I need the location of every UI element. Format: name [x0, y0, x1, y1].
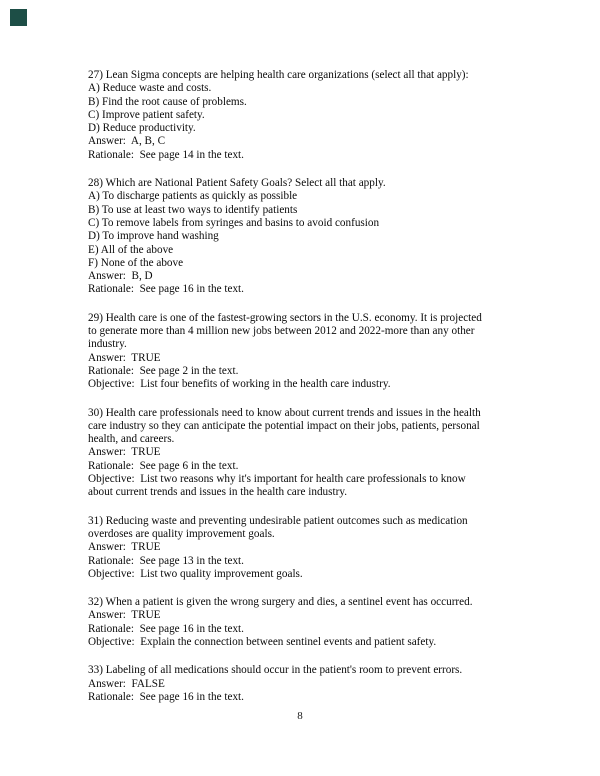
- question-line: Answer: B, D: [88, 270, 153, 283]
- question-line: B) To use at least two ways to identify patients: [88, 203, 298, 216]
- question-line: C) Improve patient safety.: [88, 108, 205, 121]
- questions-list: [88, 69, 528, 719]
- question-line: Objective: List two quality improvement goals.: [88, 567, 303, 580]
- question-line: Rationale: See page 13 in the text.: [88, 554, 244, 567]
- question-line: 33) Labeling of all medications should occur in the patient's room to prevent errors.: [88, 664, 463, 677]
- question-line: 28) Which are National Patient Safety Goals? Select all that apply.: [88, 177, 386, 190]
- question-line: D) To improve hand washing: [88, 230, 219, 243]
- question-block: [88, 664, 528, 704]
- question-line: to generate more than 4 million new jobs between 2012 and 2022-more than any other: [88, 325, 475, 338]
- question-line: E) All of the above: [88, 243, 174, 256]
- question-line: Answer: TRUE: [88, 446, 161, 459]
- question-line: B) Find the root cause of problems.: [88, 95, 247, 108]
- question-line: 30) Health care professionals need to know about current trends and issues in the health: [88, 406, 481, 419]
- question-line: Objective: Explain the connection between sentinel events and patient safety.: [88, 635, 437, 648]
- question-line: Rationale: See page 14 in the text.: [88, 148, 244, 161]
- question-line: 27) Lean Sigma concepts are helping health care organizations (select all that apply):: [88, 69, 469, 81]
- question-line: industry.: [88, 338, 127, 351]
- question-line: Objective: List two reasons why it's important for health care professionals to know: [88, 473, 466, 486]
- question-line: A) Reduce waste and costs.: [88, 82, 212, 95]
- question-line: C) To remove labels from syringes and basins to avoid confusion: [88, 216, 380, 229]
- question-line: about current trends and issues in the health care industry.: [88, 486, 347, 499]
- question-line: F) None of the above: [88, 256, 184, 269]
- question-line: health, and careers.: [88, 433, 175, 446]
- question-line: Rationale: See page 16 in the text.: [88, 622, 244, 635]
- question-line: Rationale: See page 2 in the text.: [88, 364, 239, 377]
- question-line: Answer: A, B, C: [88, 135, 166, 148]
- question-line: 32) When a patient is given the wrong surgery and dies, a sentinel event has occurred.: [88, 596, 473, 609]
- question-line: care industry so they can anticipate the potential impact on their jobs, patients, personal: [88, 419, 480, 432]
- question-line: overdoses are quality improvement goals.: [88, 527, 275, 540]
- question-block: [88, 69, 528, 162]
- question-block: [88, 177, 528, 297]
- question-line: Answer: FALSE: [88, 677, 165, 690]
- question-line: Objective: List four benefits of working in the health care industry.: [88, 378, 391, 391]
- question-line: 31) Reducing waste and preventing undesirable patient outcomes such as medication: [88, 514, 468, 527]
- question-line: Answer: TRUE: [88, 609, 161, 622]
- question-block: [88, 312, 528, 392]
- question-line: D) Reduce productivity.: [88, 122, 196, 135]
- question-block: [88, 515, 528, 581]
- question-block: [88, 596, 528, 649]
- question-line: Rationale: See page 16 in the text.: [88, 283, 244, 296]
- question-line: Answer: TRUE: [88, 541, 161, 554]
- question-line: Rationale: See page 16 in the text.: [88, 690, 244, 703]
- question-block: [88, 407, 528, 500]
- question-line: A) To discharge patients as quickly as possible: [88, 190, 298, 203]
- corner-mark: [10, 9, 27, 26]
- question-line: Answer: TRUE: [88, 351, 161, 364]
- question-line: 29) Health care is one of the fastest-growing sectors in the U.S. economy. It is projected: [88, 311, 482, 324]
- question-line: Rationale: See page 6 in the text.: [88, 459, 239, 472]
- page-number: 8: [297, 710, 303, 722]
